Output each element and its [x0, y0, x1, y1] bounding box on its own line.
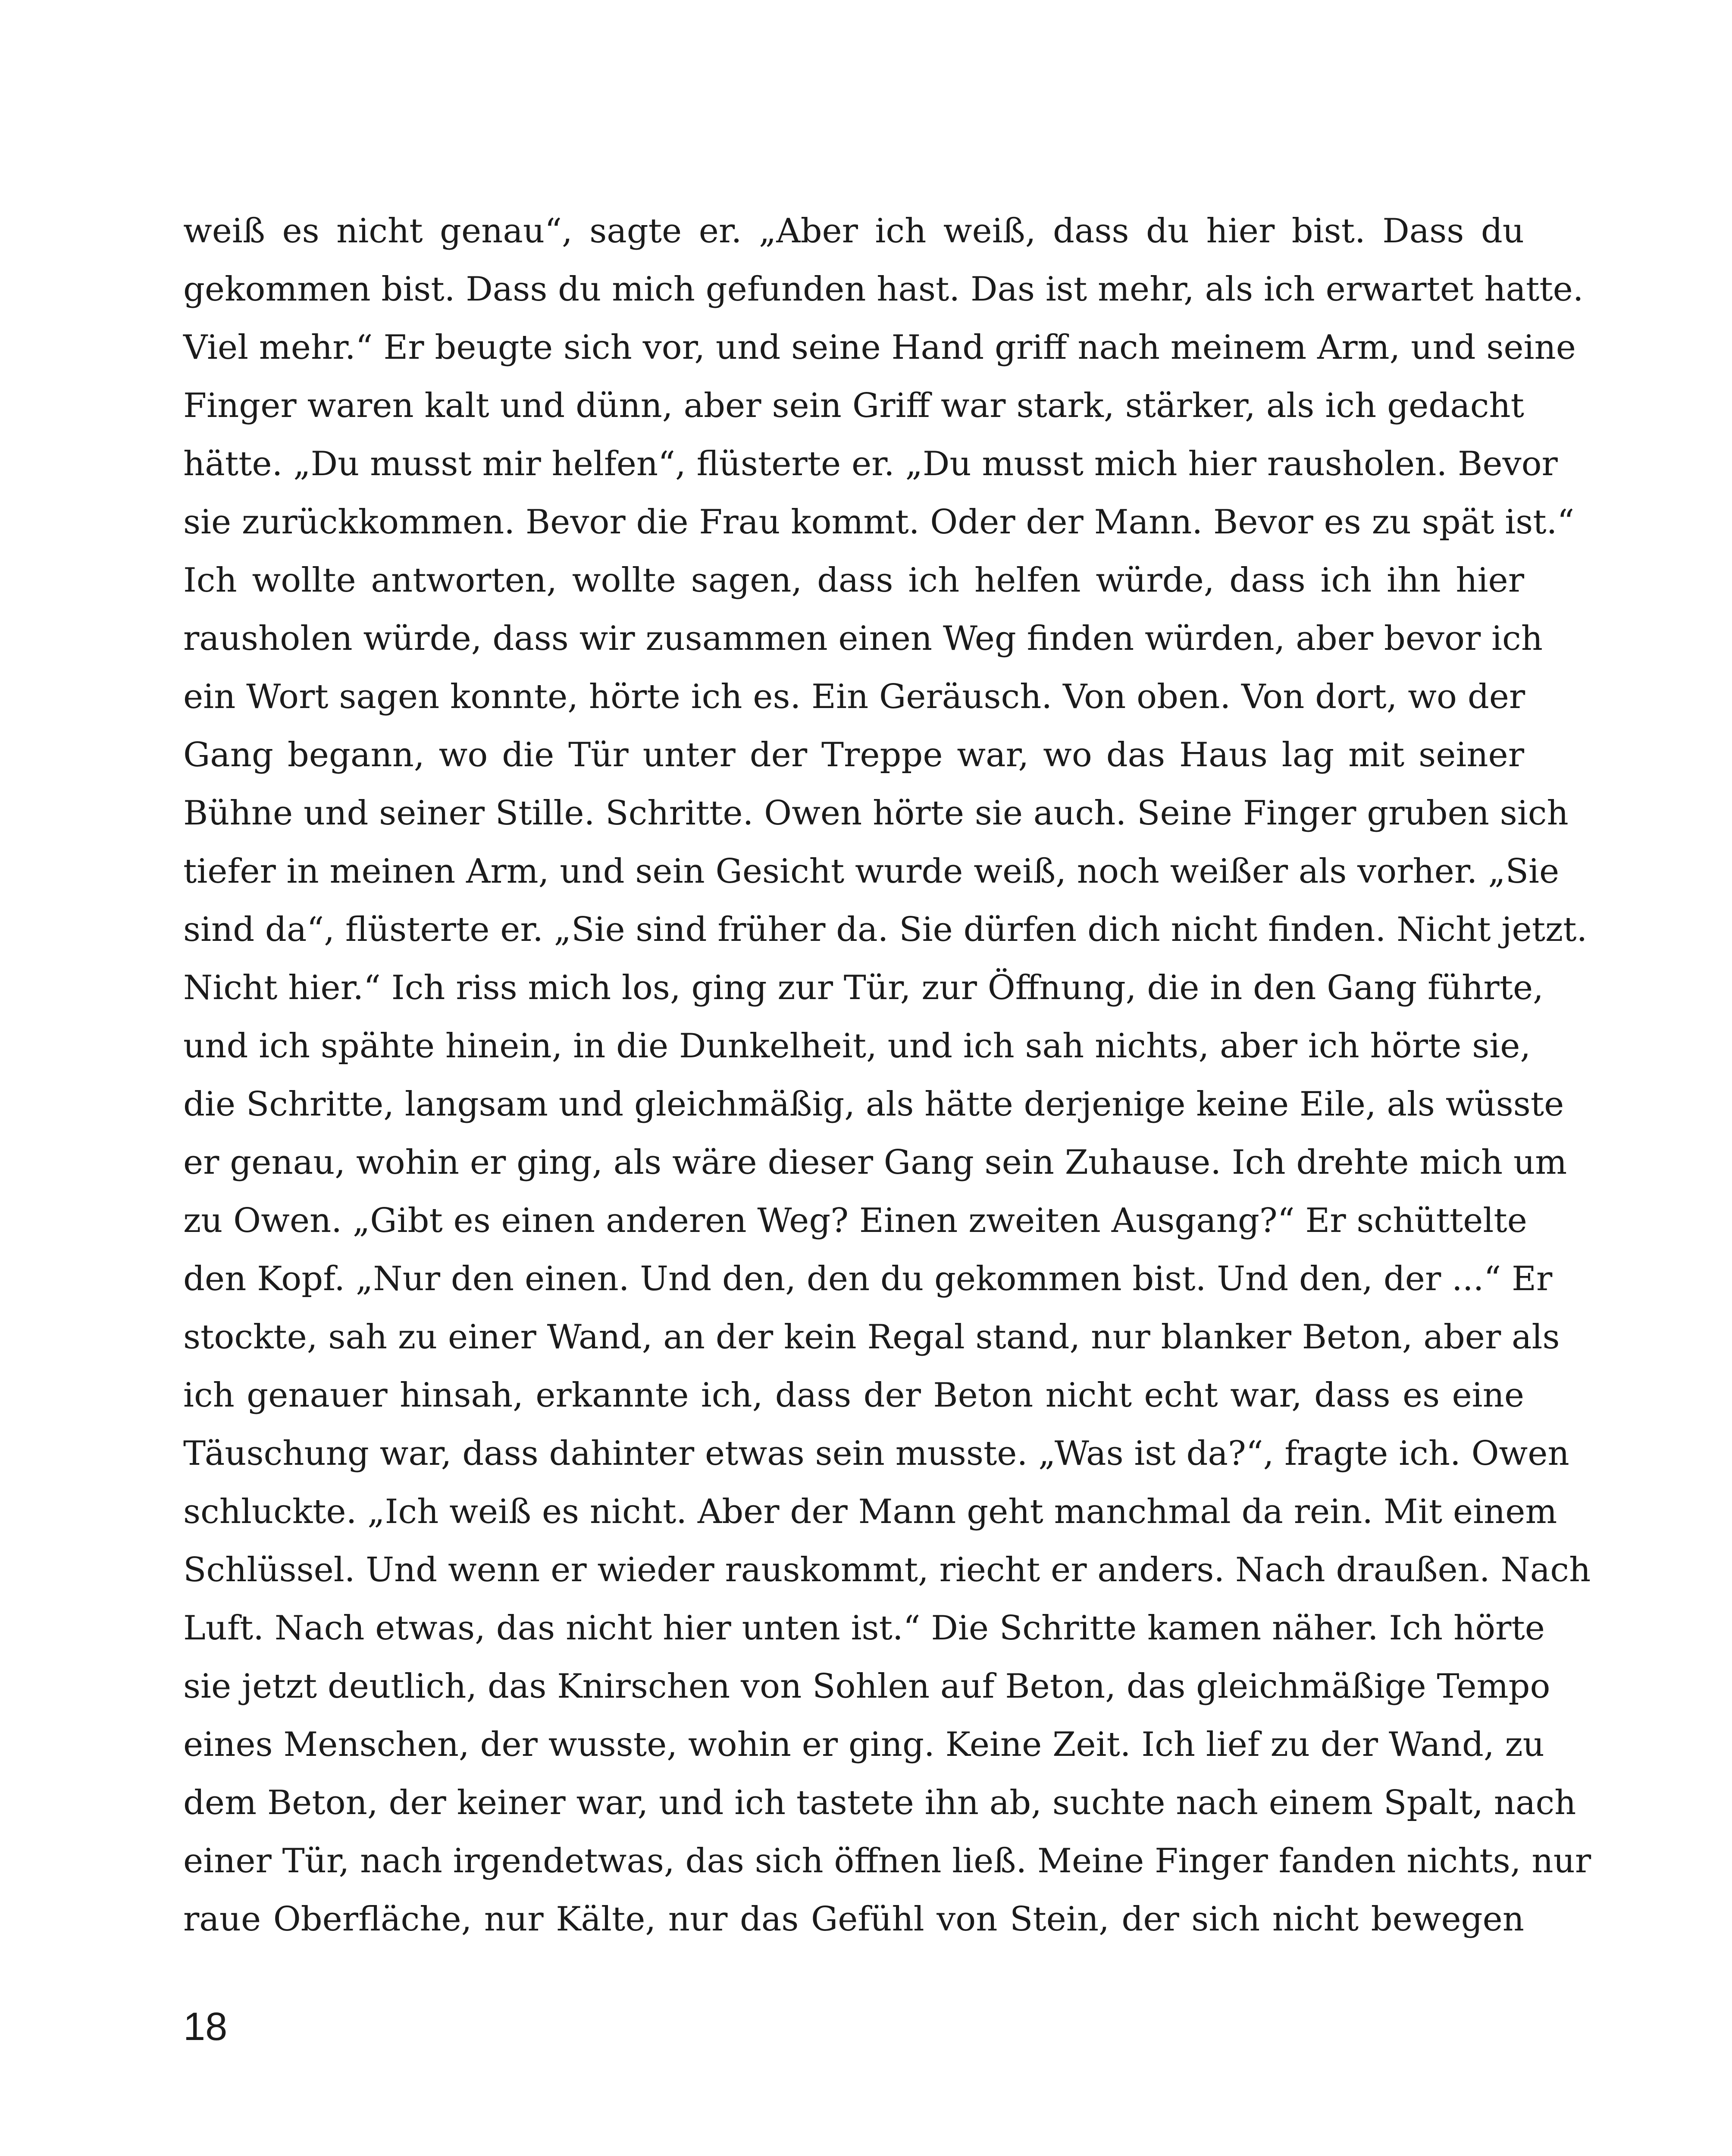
text-line: sie jetzt deutlich, das Knirschen von Sohlen auf Beton, das gleichmäßige Tempo [183, 1667, 1550, 1706]
text-line: hätte. „Du musst mir helfen“, flüsterte er. „Du musst mich hier rausholen. Bevor [183, 445, 1558, 483]
text-line: tiefer in meinen Arm, und sein Gesicht wurde weiß, noch weißer als vorher. „Sie [183, 852, 1560, 891]
text-line: dem Beton, der keiner war, und ich tastete ihn ab, suchte nach einem Spalt, nach [183, 1783, 1576, 1822]
text-line: Nicht hier.“ Ich riss mich los, ging zur Tür, zur Öffnung, die in den Gang führte, [183, 968, 1544, 1007]
text-line: Schlüssel. Und wenn er wieder rauskommt, riecht er anders. Nach draußen. Nach [183, 1551, 1591, 1589]
text-line: die Schritte, langsam und gleichmäßig, als hätte derjenige keine Eile, als wüsste [183, 1085, 1564, 1124]
text-line: stockte, sah zu einer Wand, an der kein Regal stand, nur blanker Beton, aber als [183, 1318, 1560, 1357]
page-number: 18 [183, 2005, 228, 2049]
text-line: er genau, wohin er ging, als wäre dieser Gang sein Zuhause. Ich drehte mich um [183, 1143, 1567, 1182]
text-line: sind da“, flüsterte er. „Sie sind früher da. Sie dürfen dich nicht finden. Nicht jetzt. [183, 910, 1588, 949]
text-line: weiß es nicht genau“, sagte er. „Aber ich weiß, dass du hier bist. Dass du [183, 212, 1524, 251]
text-line: und ich spähte hinein, in die Dunkelheit, und ich sah nichts, aber ich hörte sie, [183, 1027, 1531, 1065]
body-text [183, 202, 1591, 1949]
text-line: Bühne und seiner Stille. Schritte. Owen hörte sie auch. Seine Finger gruben sich [183, 794, 1569, 833]
text-line: schluckte. „Ich weiß es nicht. Aber der Mann geht manchmal da rein. Mit einem [183, 1492, 1557, 1531]
text-line: Gang begann, wo die Tür unter der Treppe war, wo das Haus lag mit seiner [183, 736, 1524, 774]
text-line: raue Oberfläche, nur Kälte, nur das Gefühl von Stein, der sich nicht bewegen [183, 1900, 1524, 1939]
text-line: zu Owen. „Gibt es einen anderen Weg? Einen zweiten Ausgang?“ Er schüttelte [183, 1201, 1527, 1240]
text-line: sie zurückkommen. Bevor die Frau kommt. Oder der Mann. Bevor es zu spät ist.“ [183, 503, 1575, 542]
text-line: Viel mehr.“ Er beugte sich vor, und seine Hand griff nach meinem Arm, und seine [183, 328, 1576, 367]
text-line: rausholen würde, dass wir zusammen einen Weg finden würden, aber bevor ich [183, 619, 1543, 658]
text-line: Luft. Nach etwas, das nicht hier unten ist.“ Die Schritte kamen näher. Ich hörte [183, 1609, 1545, 1648]
text-line: gekommen bist. Dass du mich gefunden hast. Das ist mehr, als ich erwartet hatte. [183, 270, 1584, 309]
text-line: Täuschung war, dass dahinter etwas sein musste. „Was ist da?“, fragte ich. Owen [183, 1434, 1569, 1473]
text-line: eines Menschen, der wusste, wohin er ging. Keine Zeit. Ich lief zu der Wand, zu [183, 1725, 1544, 1764]
text-line: ich genauer hinsah, erkannte ich, dass der Beton nicht echt war, dass es eine [183, 1376, 1524, 1415]
text-line: ein Wort sagen konnte, hörte ich es. Ein Geräusch. Von oben. Von dort, wo der [183, 677, 1525, 716]
text-line: Finger waren kalt und dünn, aber sein Griff war stark, stärker, als ich gedacht [183, 386, 1524, 425]
text-line: einer Tür, nach irgendetwas, das sich öffnen ließ. Meine Finger fanden nichts, nur [183, 1842, 1591, 1880]
text-line: Ich wollte antworten, wollte sagen, dass ich helfen würde, dass ich ihn hier [183, 561, 1524, 600]
text-line: den Kopf. „Nur den einen. Und den, den du gekommen bist. Und den, der ...“ Er [183, 1260, 1553, 1298]
